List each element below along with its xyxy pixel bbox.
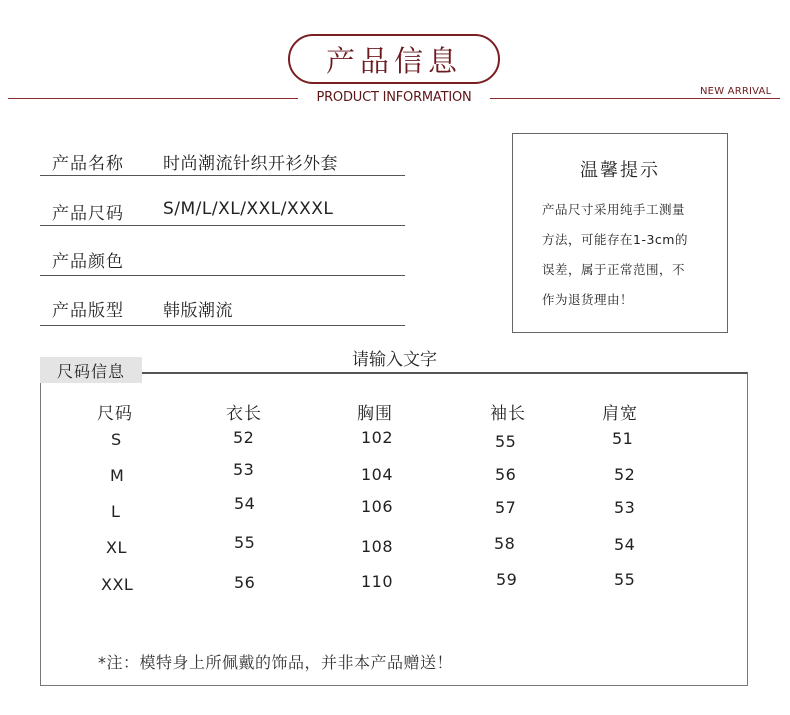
product-size-value: S/M/L/XL/XXL/XXXL xyxy=(163,199,334,219)
table-cell: 53 xyxy=(614,498,636,517)
header-size: 尺码 xyxy=(97,404,133,424)
product-fit-label: 产品版型 xyxy=(52,301,124,321)
tip-line: 作为退货理由！ xyxy=(542,292,634,307)
table-cell: XXL xyxy=(101,575,134,594)
table-cell: 52 xyxy=(614,465,636,484)
row-divider xyxy=(40,225,405,226)
table-cell: S xyxy=(111,430,122,449)
table-cell: 55 xyxy=(234,533,256,552)
page-subtitle: PRODUCT INFORMATION xyxy=(300,90,488,105)
table-cell: 102 xyxy=(361,428,394,447)
table-cell: 53 xyxy=(233,460,255,479)
product-color-label: 产品颜色 xyxy=(52,252,124,272)
table-cell: M xyxy=(110,466,125,485)
product-name-value: 时尚潮流针织开衫外套 xyxy=(163,154,338,174)
product-size-label: 产品尺码 xyxy=(52,204,124,224)
table-cell: 54 xyxy=(614,535,636,554)
table-cell: XL xyxy=(106,538,127,557)
table-cell: 56 xyxy=(234,573,256,592)
footnote: *注：模特身上所佩戴的饰品，并非本产品赠送！ xyxy=(98,653,454,672)
row-divider xyxy=(40,325,405,326)
table-cell: 108 xyxy=(361,537,394,556)
size-info-tab: 尺码信息 xyxy=(40,357,142,383)
table-cell: 55 xyxy=(614,570,636,589)
row-divider xyxy=(40,175,405,176)
table-cell: 58 xyxy=(494,534,516,553)
table-cell: 59 xyxy=(496,570,518,589)
text-placeholder: 请输入文字 xyxy=(348,345,441,370)
table-cell: 106 xyxy=(361,497,394,516)
row-divider xyxy=(40,275,405,276)
new-arrival-tag: NEW ARRIVAL xyxy=(700,86,772,97)
header-shoulder: 肩宽 xyxy=(602,404,638,424)
product-name-label: 产品名称 xyxy=(52,154,124,174)
header-divider-right xyxy=(490,98,780,99)
table-cell: 54 xyxy=(234,494,256,513)
size-table-box xyxy=(40,372,748,686)
tip-line: 产品尺寸采用纯手工测量 xyxy=(542,202,686,217)
table-cell: 51 xyxy=(612,429,634,448)
table-cell: 57 xyxy=(495,498,517,517)
page-title: 产品信息 xyxy=(288,34,500,84)
table-cell: 55 xyxy=(495,432,517,451)
table-cell: 104 xyxy=(361,465,394,484)
tip-line: 误差，属于正常范围，不 xyxy=(542,262,686,277)
table-cell: 110 xyxy=(361,572,394,591)
header-chest: 胸围 xyxy=(357,404,393,424)
tip-title: 温馨提示 xyxy=(580,160,660,181)
table-cell: 56 xyxy=(495,465,517,484)
header-length: 衣长 xyxy=(226,404,262,424)
product-fit-value: 韩版潮流 xyxy=(163,301,233,321)
table-cell: 52 xyxy=(233,428,255,447)
table-cell: L xyxy=(111,502,121,521)
tip-line: 方法，可能存在1-3cm的 xyxy=(542,232,688,247)
header-divider-left xyxy=(8,98,298,99)
header-sleeve: 袖长 xyxy=(490,404,526,424)
